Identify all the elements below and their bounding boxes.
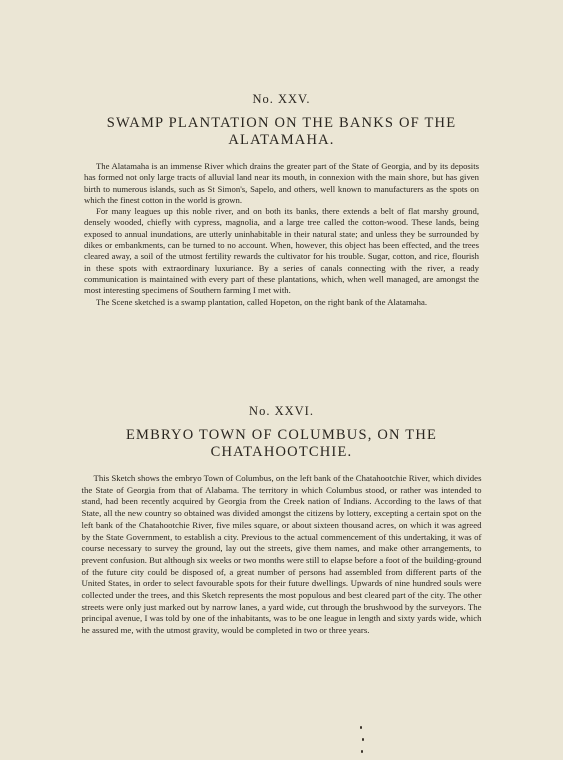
paragraph: The Scene sketched is a swamp plantation, called Hopeton, on the right bank of the Alatamaha. [96,296,427,307]
section-body [82,473,482,637]
section-title: SWAMP PLANTATION ON THE BANKS OF THE ALATAMAHA. [106,115,457,148]
ink-speck [361,750,363,753]
section-xxvi [0,404,563,637]
section-title: EMBRYO TOWN OF COLUMBUS, ON THE CHATAHOOTCHIE. [125,427,438,460]
section-number: No. XXVI. [249,404,314,418]
ink-speck [362,738,364,741]
section-number: No. XXV. [252,92,311,106]
paragraph: This Sketch shows the embryo Town of Columbus, on the left bank of the Chatahootchie River, which divides the State of Georgia from that of Alabama. The territory in which Columbus stood, or rather was intended to stand, had been recently acquired by Georgia from the Creek nation of Indians. According to the laws of that State, all the new country so obtained was divided amongst the citizens by lottery, excepting a certain spot on the left bank of the Chatahootchie River, five miles square, or about sixteen thousand acres, on which it was agreed by the State Government, to establish a city. Previous to the actual commencement of this undertaking, it was of course necessary to survey the ground, lay out the streets, give them names, and make other arrangements, to prevent confusion. But although six weeks or two months were still to elapse before a foot of the building-ground of the future city could be disposed of, a great number of persons had assembled from different parts of the United States, in order to select favourable spots for their future dwellings. Upwards of nine hundred souls were collected under the trees, and this Sketch represents the most populous and best cleared part of the city. The other streets were only just marked out by narrow lanes, a yard wide, cut through the brushwood by the surveyors. The principal avenue, I was told by one of the inhabitants, was to be one league in length and sixty yards wide, which he assured me, with the utmost gravity, would be completed in two or three years. [81,473,482,636]
section-body [84,161,479,308]
paragraph: The Alatamaha is an immense River which drains the greater part of the State of Georgia, and by its deposits has formed not only large tracts of alluvial land near its mouth, in connexion with the main shore, but has given birth to numerous islands, such as St Simon's, Sapelo, and others, well known to manufacturers as the spots on which the finest cotton in the world is grown. [84,161,479,205]
paragraph: For many leagues up this noble river, and on both its banks, there extends a belt of flat marshy ground, densely wooded, chiefly with cypress, magnolia, and a large tree called the cotton-wood. These lands, being exposed to annual inundations, are utterly uninhabitable in their natural state; and unless they be surrounded by dikes or embankments, can be turned to no account. When, however, this object has been effected, and the trees cleared away, a soil of the utmost fertility rewards the cultivator for his trouble. Sugar, cotton, and rice, flourish in these spots with extraordinary luxuriance. By a series of canals connecting with the river, a ready communication is maintained with every part of these plantations, which, when well managed, are amongst the most interesting specimens of Southern farming I met with. [84,206,479,296]
ink-speck [360,726,362,729]
section-xxv [0,92,563,308]
